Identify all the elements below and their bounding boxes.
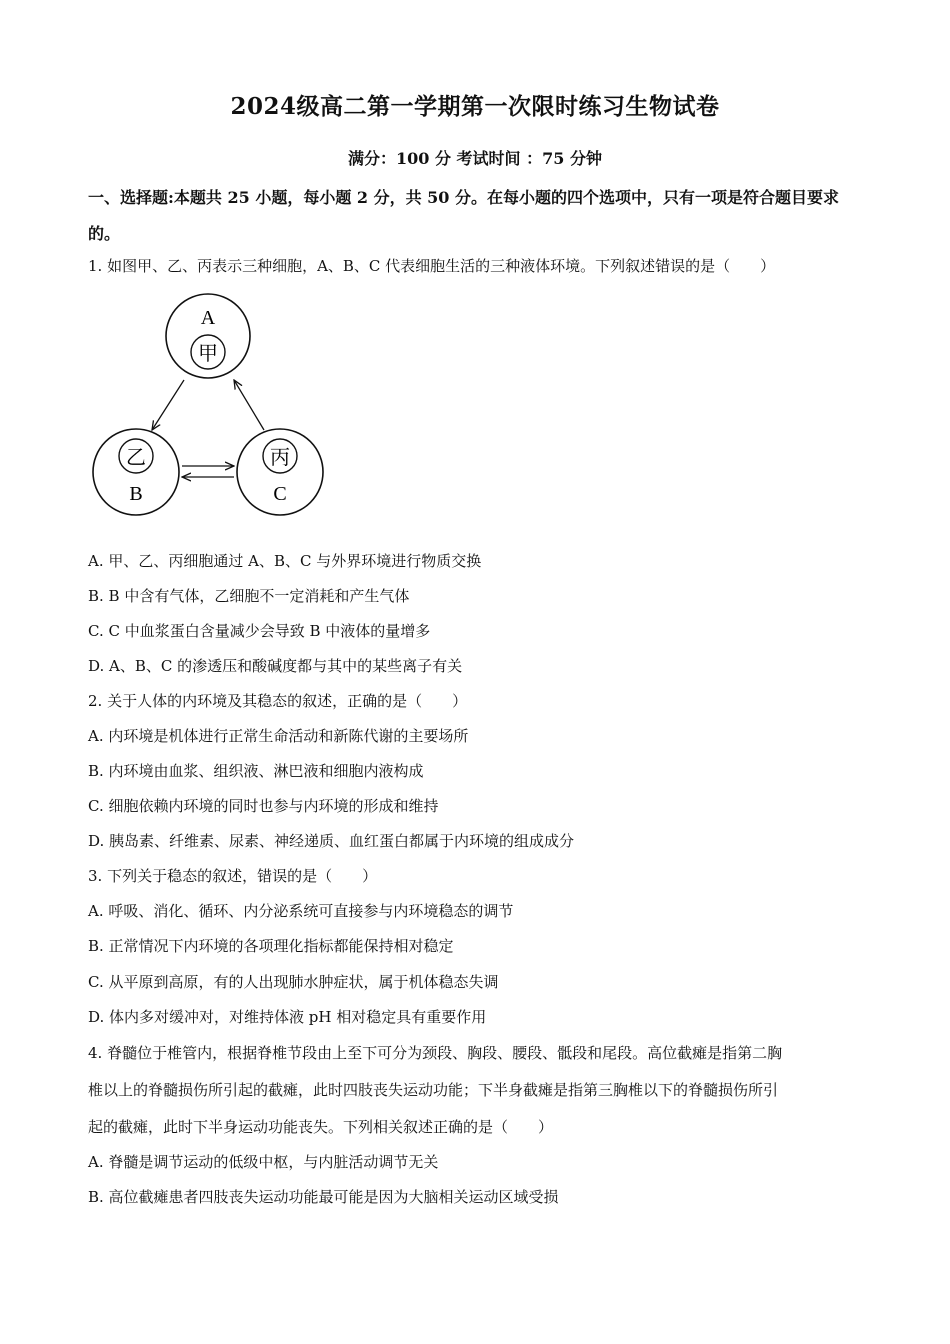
fluid-c-label: C — [273, 483, 287, 505]
question-4-stem-line-1: 4. 脊髓位于椎管内，根据脊椎节段由上至下可分为颈段、胸段、腰段、骶段和尾段。高位截瘫是指第二胸 — [88, 1044, 783, 1062]
question-4-option-b: B. 高位截瘫患者四肢丧失运动功能最可能是因为大脑相关运动区域受损 — [88, 1188, 559, 1206]
fluid-b-label: B — [129, 483, 143, 505]
question-4-stem-line-3: 起的截瘫，此时下半身运动功能丧失。下列相关叙述正确的是（ ） — [88, 1118, 554, 1136]
question-1-option-b: B. B 中含有气体，乙细胞不一定消耗和产生气体 — [88, 587, 410, 605]
cell-yi-label: 乙 — [126, 445, 146, 469]
arrow-a-to-b — [152, 380, 184, 430]
question-4-option-a: A. 脊髓是调节运动的低级中枢，与内脏活动调节无关 — [88, 1153, 439, 1171]
fluid-a-label: A — [200, 307, 216, 329]
cell-bing-label: 丙 — [270, 445, 290, 469]
question-2-option-b: B. 内环境由血浆、组织液、淋巴液和细胞内液构成 — [88, 762, 424, 780]
question-3-option-d: D. 体内多对缓冲对，对维持体液 pH 相对稳定具有重要作用 — [88, 1008, 487, 1026]
body-fluid-diagram — [88, 290, 338, 522]
question-3-stem: 3. 下列关于稳态的叙述，错误的是（ ） — [88, 867, 378, 885]
question-3-option-b: B. 正常情况下内环境的各项理化指标都能保持相对稳定 — [88, 937, 454, 955]
question-1-stem: 1. 如图甲、乙、丙表示三种细胞，A、B、C 代表细胞生活的三种液体环境。下列叙述错误的是（ ） — [88, 257, 776, 275]
question-2-stem: 2. 关于人体的内环境及其稳态的叙述，正确的是（ ） — [88, 692, 468, 710]
question-1-option-a: A. 甲、乙、丙细胞通过 A、B、C 与外界环境进行物质交换 — [88, 552, 482, 570]
question-3-option-a: A. 呼吸、消化、循环、内分泌系统可直接参与内环境稳态的调节 — [88, 902, 514, 920]
section-heading: 一、选择题:本题共 25 小题，每小题 2 分，共 50 分。在每小题的四个选项中，只有一项是符合题目要求的。 — [88, 188, 839, 243]
question-2-option-c: C. 细胞依赖内环境的同时也参与内环境的形成和维持 — [88, 797, 439, 815]
question-2-option-a: A. 内环境是机体进行正常生命活动和新陈代谢的主要场所 — [88, 727, 469, 745]
question-1-option-c: C. C 中血浆蛋白含量减少会导致 B 中液体的量增多 — [88, 622, 431, 640]
fluid-a-node — [166, 294, 250, 378]
exam-subtitle: 满分：100 分 考试时间 ：75 分钟 — [348, 149, 602, 168]
arrow-c-to-a — [234, 380, 264, 430]
question-1-option-d: D. A、B、C 的渗透压和酸碱度都与其中的某些离子有关 — [88, 657, 463, 675]
cell-jia-label: 甲 — [198, 341, 218, 365]
fluid-b-node — [93, 429, 179, 515]
fluid-c-node — [237, 429, 323, 515]
question-3-option-c: C. 从平原到高原，有的人出现肺水肿症状，属于机体稳态失调 — [88, 973, 499, 991]
question-2-option-d: D. 胰岛素、纤维素、尿素、神经递质、血红蛋白都属于内环境的组成成分 — [88, 832, 575, 850]
question-4-stem-line-2: 椎以上的脊髓损伤所引起的截瘫，此时四肢丧失运动功能；下半身截瘫是指第三胸椎以下的脊髓损伤所引 — [88, 1081, 779, 1099]
exam-title: 2024级高二第一学期第一次限时练习生物试卷 — [230, 93, 720, 120]
